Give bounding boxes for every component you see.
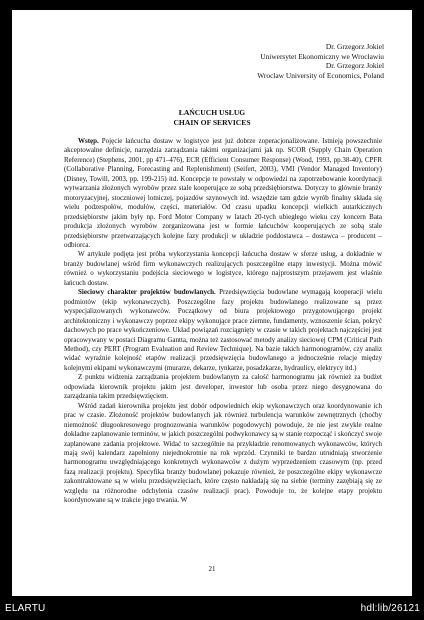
article-body [64, 137, 382, 506]
title-english: CHAIN OF SERVICES [173, 118, 251, 127]
paragraph [64, 288, 382, 373]
paragraph-text: W artykule podjęta jest próba wykorzystania koncepcji łańcucha dostaw w sferze usług, a dokładnie w branży budowlanej wśród firm wykonawczych realizujących poszczególne etapy inwestycji. Można mówić również o wykorzystaniu podejścia sieciowego w logistyce, którego najprostszym przejawem jest właśnie łańcuch dostaw. [64, 250, 382, 287]
document-page [12, 10, 412, 596]
footer-repository-name: ELARTU [5, 603, 46, 614]
paragraph-text: Z punktu widzenia zarządzania projektem budowlanym za całość harmonogramu jak również za budżet odpowiada kierownik projektu jakim jest developer, inwestor lub osoba przez niego desygnowana do zarządzania takim przedsięwzięciem. [64, 373, 382, 401]
paragraph [64, 402, 382, 506]
author-line: Dr. Grzegorz Jokiel [325, 61, 384, 71]
paragraph-lead: Wstęp. [78, 137, 99, 145]
paragraph-text: Przedsięwzięcia budowlane wymagają kooperacji wielu podmiotów (ekip wykonawczych). Poszczególne fazy projektu budowlanego realizowane są przez wyspecjalizowanych wykonawców. Początkowy od biura projektowego przygotowującego projekt architektoniczny i wykonawczy poprzez ekipy wykonujące prace ziemne, fundamenty, wznoszenie ścian, pokryć dachowych po prace wykończeniowe. Układ powiązań rozciągnięty w czasie w takich projektach najczęściej jest opracowywany w postaci Diagramu Gantta, można też zastosować metody analizy sieciowej CPM (Critical Path Method), czy PERT (Program Evaluation and Review Technique). Na bazie takich harmonogramów, czy analiz widać wyraźnie kolejność etapów realizacji przedsięwzięcia budowlanego a jednocześnie relacje między kolejnymi ekipami wykonawczymi (murarze, dekarze, tynkarze, posadzkarze, hydraulicy, elektrycy itd.) [64, 288, 383, 372]
title-polish: ŁAŃCUCH USŁUG [178, 108, 246, 117]
paragraph-text: Wśród zadań kierownika projektu jest dobór odpowiednich ekip wykonawczych oraz koordynowanie ich prac w czasie. Złożoność projektów budowlanych jak również turbulencja warunków zewnętrznych (choćby niemożność długookresowego prognozowania warunków pogodowych) powoduje, że nie jest zwykle realne dokładne zaplanowanie terminów, w jakich poszczególni podwykonawcy są w stanie rozpocząć i skończyć swoje zaplanowane zadania projektowe. Widać to szczególnie na przykładzie renomowanych wykonawców, których mają swój kalendarz zapełniony niejednokrotnie na rok wprzód. Czynniki te bardzo utrudniają stworzenie harmonogramu uwzględniającego konkretnych wykonawców z dużym wyprzedzeniem czasowym (np. przed fazą realizacji projektu). Specyfika branży budowlanej pokazuje również, że poszczególne ekipy wykonawcze zakontraktowane są w wielu przedsięwzięciach, które często nakładają się na siebie (terminy zazębiają się ze względu na różnorodne odchylenia czasów realizacji prac). Powoduje to, że kolejne etapy projektu koordynowane są w trakcie jego trwania. W [64, 401, 382, 505]
author-line: Dr. Grzegorz Jokiel [325, 42, 384, 51]
article-title [12, 108, 412, 128]
paragraph-lead: Sieciowy charakter projektów budowlanych. [78, 288, 216, 297]
paragraph-text: Pojęcie łańcucha dostaw w logistyce jest już dobrze zoperacjonalizowane. Istnieją powszechnie akceptowalne definicje, narzędzia zarządzania takimi organizacjami jak np. SCOR (Supply Chain Operation Reference) (Stephens, 2001, pp 471–476), ECR (Efficient Consumer Response) (Wood, 1993, pp.38-40), CPFR (Collaborative Planning, Forecasting and Replenishment) (Seifert, 2003), VMI (Vendor Managed Inventory) (Disney, Towill, 2003, pp. 199-215) itd. Koncepcje te powstały w odpowiedzi na zapotrzebowanie koordynacji wytwarzania złożonych wyrobów przez stale kooperujące ze sobą przedsiębiorstwa. Dotyczy to głównie branży motoryzacyjnej, stoczniowej lotniczej, pojazdów szynowych itd. wszędzie tam gdzie wyrób finalny składa się wielu podzespołów, modułów, części, materiałów. Od czasu upadku koncepcji wielkich autarkicznych przedsiębiorstw jakim były np. Ford Motor Company w latach 20-tych ubiegłego wieku czy koncern Bata produkcja złożonych wyrobów zorganizowana jest w formie łańcuchów kooperujących ze sobą stale przedsiębiorstw przetwarzających kolejne fazy produkcji w układzie poddostawca – dostawca – producent – odbiorca. [64, 137, 382, 249]
author-line: Uniwersytet Ekonomiczny we Wrocławiu [260, 51, 384, 61]
paragraph [64, 137, 382, 250]
paragraph [64, 373, 382, 401]
paragraph [64, 250, 382, 288]
author-block [257, 42, 384, 80]
page-number: 21 [208, 565, 216, 573]
author-line: Wroclaw University of Economics, Poland [257, 70, 384, 80]
footer-handle: hdl:lib/26121 [360, 603, 420, 614]
